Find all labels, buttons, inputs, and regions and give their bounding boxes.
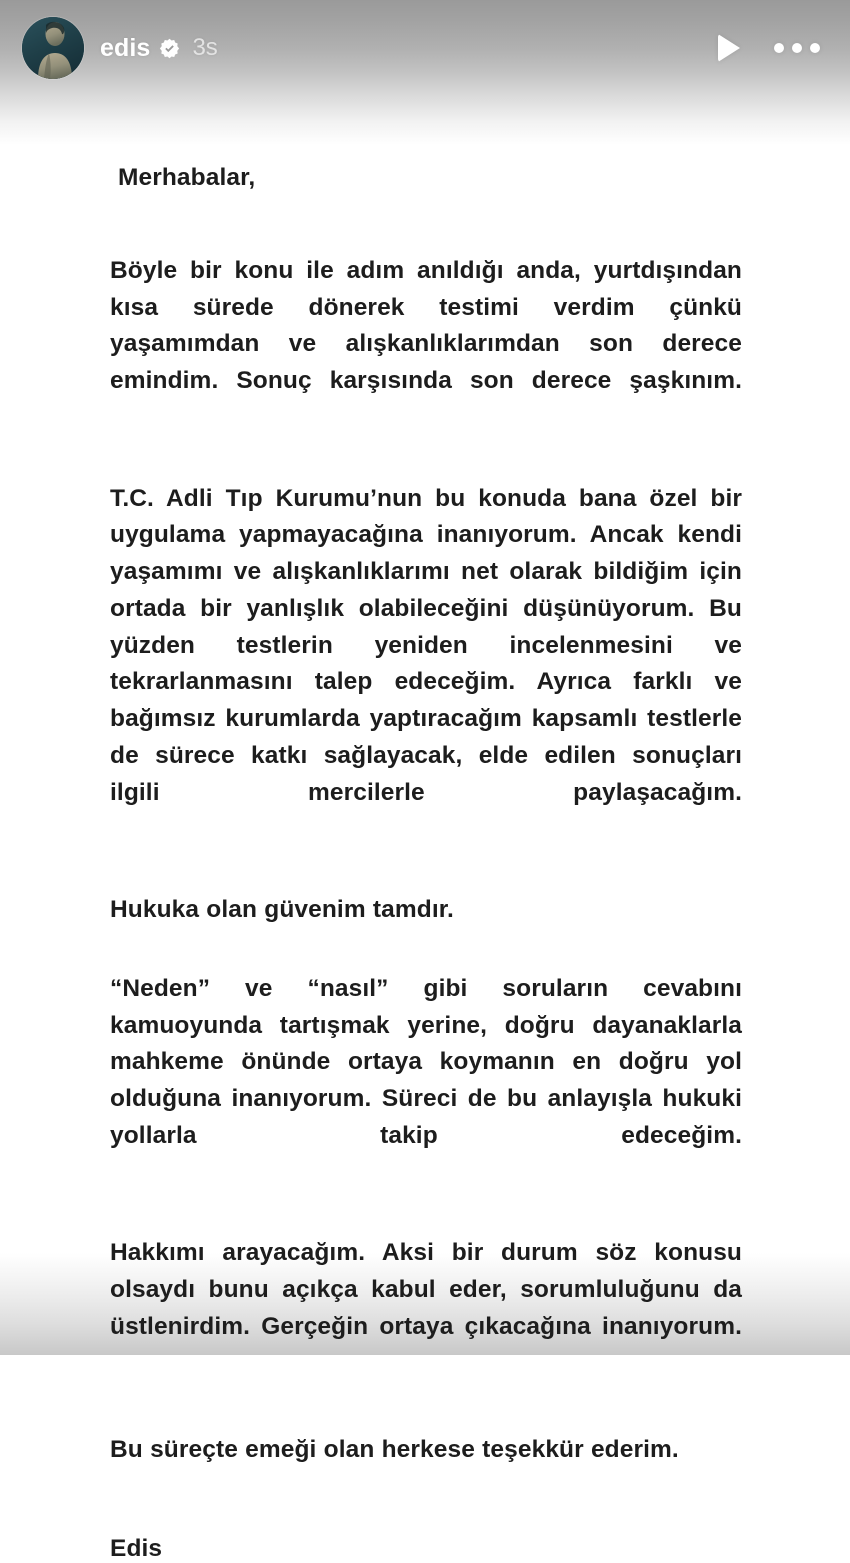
- letter-paragraph-2: T.C. Adli Tıp Kurumu’nun bu konuda bana özel bir uygulama yapmayacağına inanıyorum. Ancak kendi yaşamımı ve alışkanlıklarımı net olarak bildiğim için ortada bir yanlışlık olabileceğini düşünüyorum. Bu yüzden testlerin yeniden incelenmesini ve tekrarlanmasını talep edeceğim. Ayrıca farklı ve bağımsız kurumlarda yaptıracağım kapsamlı testlerle de sürece katkı sağlayacak, elde edilen sonuçları ilgili mercilerle paylaşacağım.: [110, 484, 742, 806]
- ellipsis-icon: [774, 43, 820, 53]
- play-icon: [718, 34, 740, 62]
- story-text-content: [110, 160, 742, 1563]
- letter-paragraph-3: Hukuka olan güvenim tamdır.: [110, 896, 454, 923]
- letter-paragraph-1: Böyle bir konu ile adım anıldığı anda, yurtdışından kısa sürede dönerek testimi verdim çünkü yaşamımdan ve alışkanlıklarımdan son derece emindim. Sonuç karşısında son derece şaşkınım.: [110, 256, 742, 394]
- timestamp-label: 3s: [192, 34, 218, 61]
- letter-paragraph-4: “Neden” ve “nasıl” gibi soruların cevabını kamuoyunda tartışmak yerine, doğru dayanaklarla mahkeme önünde ortaya koymanın en doğru yol olduğuna inanıyorum. Süreci de bu anlayışla hukuki yollarla takip edeceğim.: [110, 974, 742, 1149]
- avatar[interactable]: [22, 17, 84, 79]
- more-options-button[interactable]: [774, 43, 820, 53]
- story-author-meta: [100, 33, 218, 62]
- letter-signature: Edis: [110, 1535, 163, 1562]
- letter-greeting: Merhabalar,: [118, 164, 256, 191]
- letter-paragraph-6: Bu süreçte emeği olan herkese teşekkür ederim.: [110, 1436, 679, 1464]
- story-header: [0, 0, 850, 96]
- avatar-image: [22, 17, 84, 79]
- header-actions: [718, 34, 828, 62]
- next-story-button[interactable]: [718, 34, 740, 62]
- username-label[interactable]: edis: [100, 33, 151, 62]
- letter-paragraph-5: Hakkımı arayacağım. Aksi bir durum söz konusu olsaydı bunu açıkça kabul eder, sorumluluğunu da üstlenirdim. Gerçeğin ortaya çıkacağına inanıyorum.: [110, 1239, 742, 1340]
- verified-badge-icon: [159, 38, 180, 59]
